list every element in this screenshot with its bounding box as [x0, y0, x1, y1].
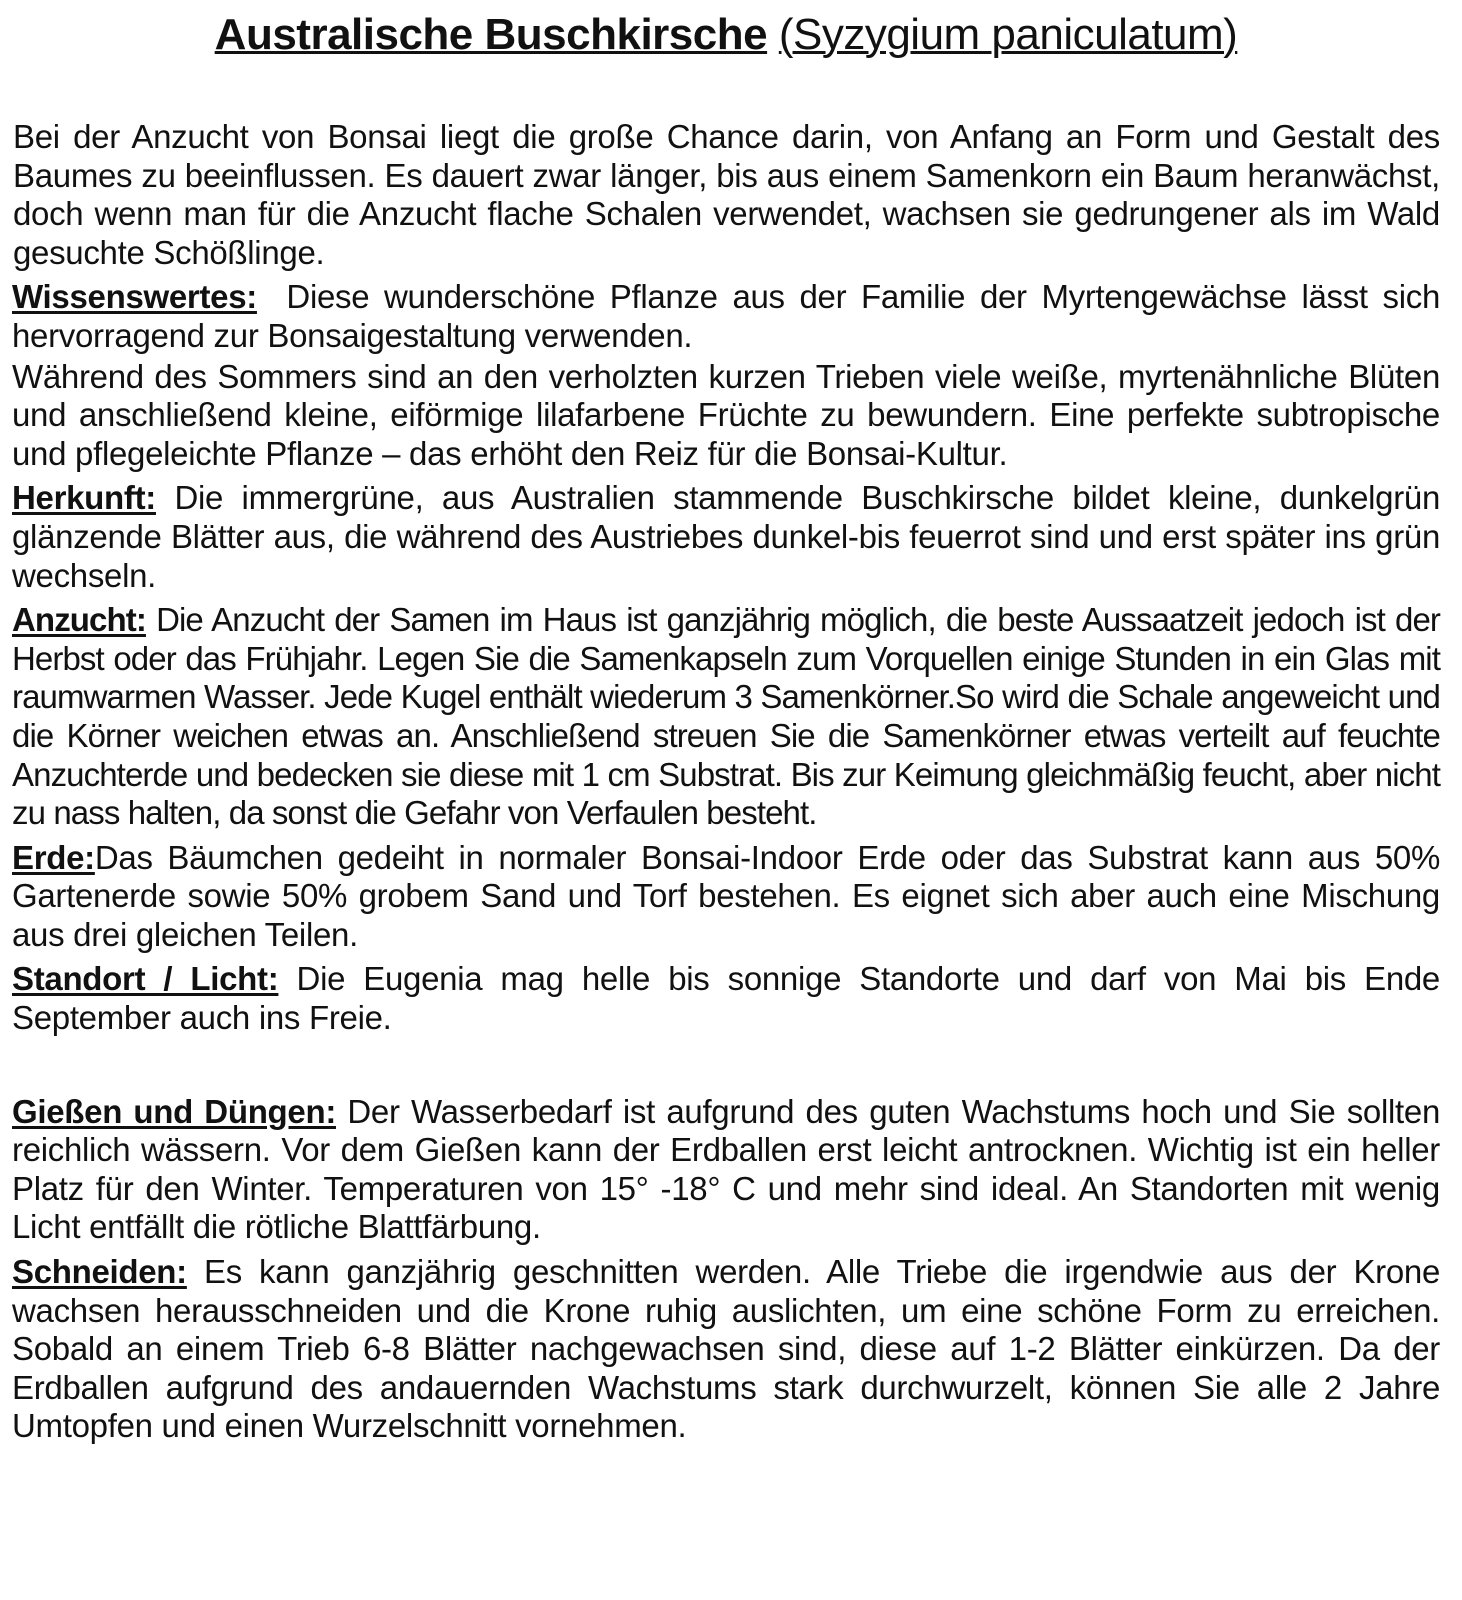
- section-erde: [12, 839, 1440, 955]
- section-heading: Anzucht:: [12, 601, 146, 639]
- section-text: Die Eugenia mag helle bis sonnige Standorte und darf von Mai bis Ende September auch ins Freie.: [12, 960, 1440, 1037]
- section-herkunft: [12, 479, 1440, 595]
- section-text: Die immergrüne, aus Australien stammende Buschkirsche bildet kleine, dunkelgrün glänzende Blätter aus, die während des Austriebes dunkel-bis feuerrot sind und erst später ins grün wechseln.: [12, 479, 1441, 594]
- section-wissenswertes: [12, 278, 1440, 355]
- section-text: Die Anzucht der Samen im Haus ist ganzjährig möglich, die beste Aussaatzeit jedoch ist der Herbst oder das Frühjahr. Legen Sie die Samenkapseln zum Vorquellen einige Stunden in ein Glas mit raumwarmen Wasser. Jede Kugel enthält wiederum 3 Samenkörner.So wird die Schale angeweicht und die Körner weichen etwas an. Anschließend streuen Sie die Samenkörner etwas verteilt auf feuchte Anzuchterde und bedecken sie diese mit 1 cm Substrat. Bis zur Keimung gleichmäßig feucht, aber nicht zu nass halten, da sonst die Gefahr von Verfaulen besteht.: [12, 601, 1440, 832]
- section-anzucht: [12, 601, 1440, 833]
- section-sommer: [12, 358, 1440, 474]
- title-latin-name: (Syzygium paniculatum): [778, 10, 1238, 59]
- document-title: [12, 8, 1440, 62]
- section-heading: Schneiden:: [12, 1253, 187, 1291]
- section-text: Das Bäumchen gedeiht in normaler Bonsai-Indoor Erde oder das Substrat kann aus 50% Gartenerde sowie 50% grobem Sand und Torf bestehen. Es eignet sich aber auch eine Mischung aus drei gleichen Teilen.: [12, 838, 1440, 953]
- section-heading: Erde:: [12, 838, 95, 876]
- section-schneiden: [12, 1253, 1440, 1446]
- section-heading: Standort / Licht:: [12, 960, 279, 998]
- section-standort: [12, 960, 1440, 1037]
- title-common-name: Australische Buschkirsche: [214, 10, 768, 59]
- section-giessen: [12, 1093, 1440, 1247]
- section-heading: Herkunft:: [12, 479, 156, 517]
- section-heading: Wissenswertes:: [12, 278, 257, 316]
- section-text: Es kann ganzjährig geschnitten werden. Alle Triebe die irgendwie aus der Krone wachsen herausschneiden und die Krone ruhig auslichten, um eine schöne Form zu erreichen. Sobald an einem Trieb 6-8 Blätter nachgewachsen sind, diese auf 1-2 Blätter einkürzen. Da der Erdballen aufgrund des andauernden Wachstums stark durchwurzelt, können Sie alle 2 Jahre Umtopfen und einen Wurzelschnitt vornehmen.: [12, 1253, 1441, 1445]
- section-text: Diese wunderschöne Pflanze aus der Familie der Myrtengewächse lässt sich hervorragend zur Bonsaigestaltung verwenden.: [12, 278, 1440, 354]
- section-text: Der Wasserbedarf ist aufgrund des guten Wachstums hoch und Sie sollten reichlich wässern. Vor dem Gießen kann der Erdballen erst leicht antrocknen. Wichtig ist ein heller Platz für den Winter. Temperaturen von 15° -18° C und mehr sind ideal. An Standorten mit wenig Licht entfällt die rötliche Blattfärbung.: [12, 1092, 1440, 1246]
- section-heading: Gießen und Düngen:: [12, 1092, 337, 1130]
- intro-paragraph: Bei der Anzucht von Bonsai liegt die große Chance darin, von Anfang an Form und Gestalt des Baumes zu beeinflussen. Es dauert zwar länger, bis aus einem Samenkorn ein Baum heranwächst, doch wenn man für die Anzucht flache Schalen verwendet, wachsen sie gedrungener als im Wald gesuchte Schößlinge.: [13, 118, 1440, 271]
- section-text: Während des Sommers sind an den verholzten kurzen Trieben viele weiße, myrtenähnliche Blüten und anschließend kleine, eiförmige lilafarbene Früchte zu bewundern. Eine perfekte subtropische und pflegeleichte Pflanze – das erhöht den Reiz für die Bonsai-Kultur.: [12, 357, 1440, 472]
